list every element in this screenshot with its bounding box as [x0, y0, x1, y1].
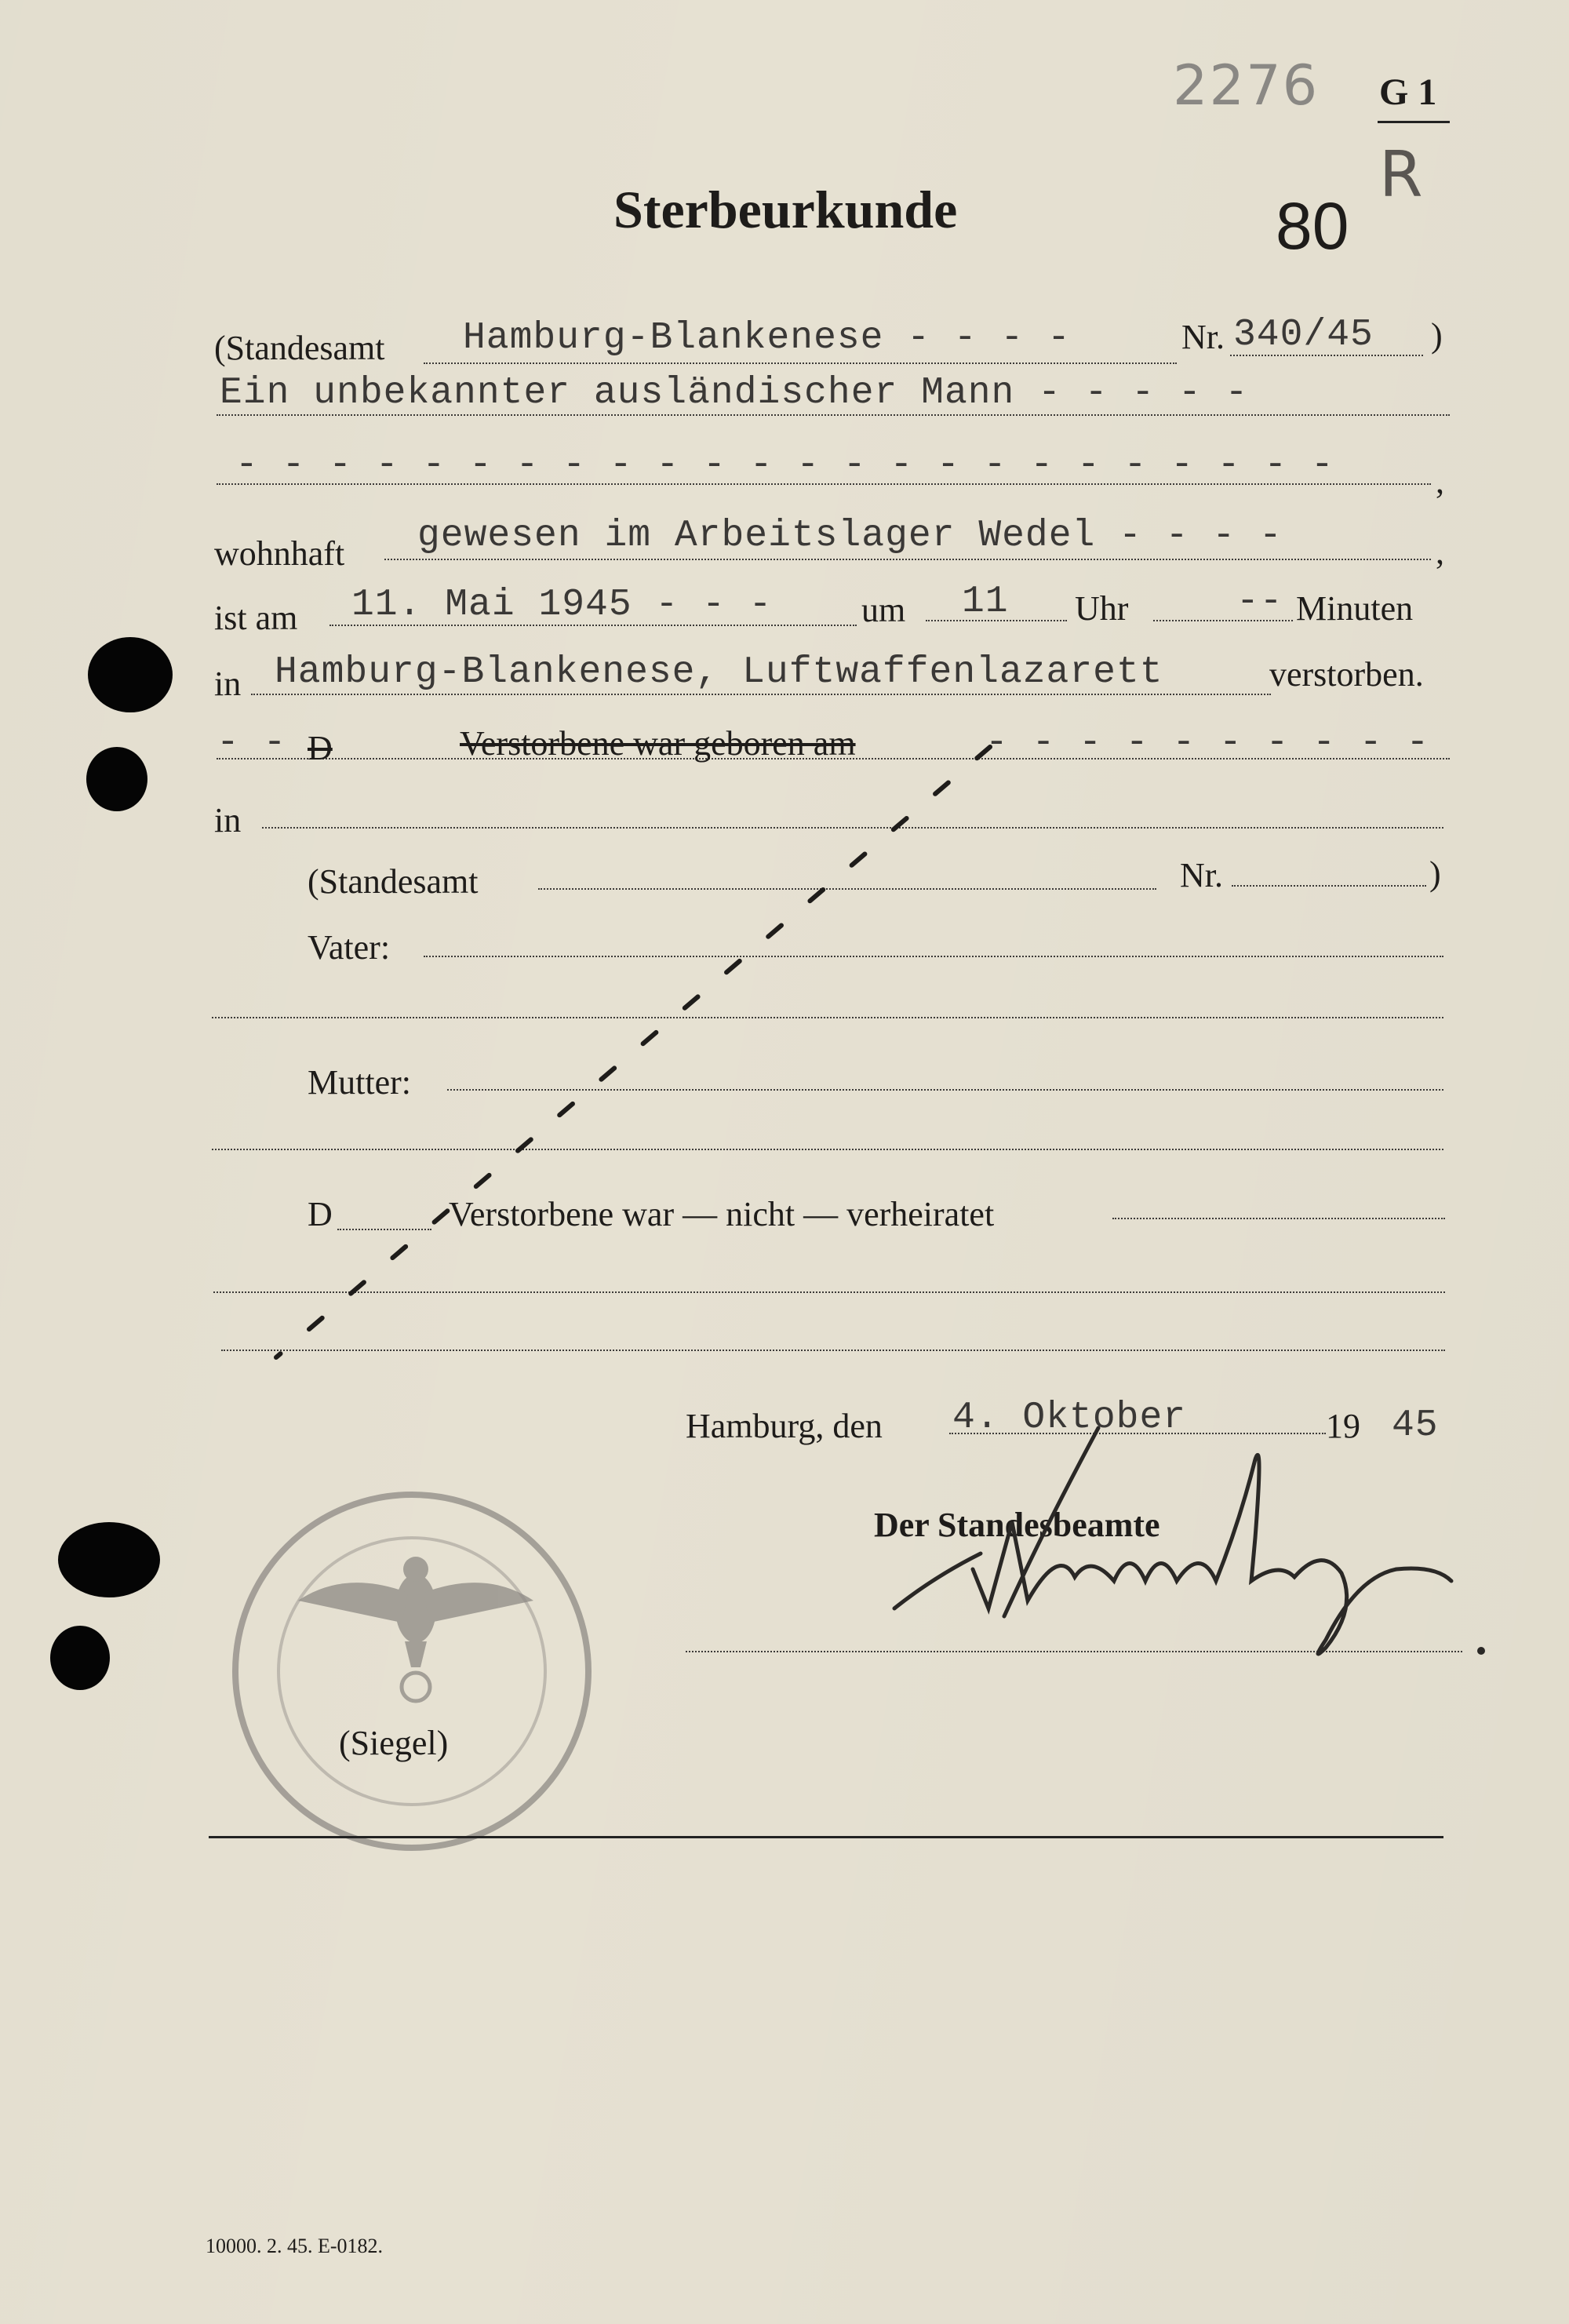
deceased-name: Ein unbekannter ausländischer Mann - - - - -	[220, 372, 1249, 414]
official-title: Der Standesbeamte	[874, 1506, 1160, 1544]
death-hour: 11	[962, 581, 1009, 623]
married-d-label: D	[308, 1195, 333, 1233]
birthplace-in-label: in	[214, 801, 242, 840]
born-dashes-left: - -	[217, 722, 287, 764]
registry-nr-label: Nr.	[1181, 318, 1225, 356]
issue-year: 45	[1392, 1404, 1439, 1447]
year-prefix: 19	[1326, 1407, 1360, 1445]
birth-standesamt-label: (Standesamt	[308, 862, 479, 901]
comma-mark: ,	[1436, 533, 1444, 571]
vater-label: Vater:	[308, 928, 391, 967]
comma-mark: ,	[1436, 462, 1444, 501]
birth-nr-label: Nr.	[1180, 856, 1223, 894]
page-title: Sterbeurkunde	[613, 180, 958, 239]
uhr-label: Uhr	[1075, 589, 1129, 628]
seal-label: (Siegel)	[339, 1724, 449, 1762]
bottom-rule	[209, 1836, 1443, 1838]
born-dashes-right: - - - - - - - - - -	[985, 722, 1430, 764]
wohnhaft-label: wohnhaft	[214, 534, 345, 573]
death-place: Hamburg-Blankenese, Luftwaffenlazarett	[275, 651, 1163, 694]
ist-am-label: ist am	[214, 599, 298, 637]
certificate-number: 80	[1276, 189, 1349, 263]
print-code: 10000. 2. 45. E-0182.	[206, 2235, 384, 2257]
residence-value: gewesen im Arbeitslager Wedel - - - -	[417, 515, 1283, 557]
standesamt-label: (Standesamt	[214, 329, 385, 367]
r-mark: R	[1379, 138, 1423, 211]
issue-date: 4. Oktober	[952, 1397, 1187, 1439]
place-date-label: Hamburg, den	[686, 1407, 883, 1445]
in-label: in	[214, 665, 242, 703]
birth-close-paren: )	[1429, 854, 1441, 893]
registry-number: 340/45	[1233, 314, 1374, 356]
um-label: um	[861, 591, 906, 629]
form-code: G 1	[1379, 71, 1437, 113]
name-continuation-dashes: - - - - - - - - - - - - - - - - - - - - - - - -	[235, 444, 1334, 486]
born-label: Verstorbene war geboren am	[460, 724, 856, 763]
close-paren: )	[1431, 316, 1443, 355]
d-prefix: D	[308, 729, 333, 767]
death-date: 11. Mai 1945 - - -	[351, 584, 773, 626]
standesamt-value: Hamburg-Blankenese - - - -	[463, 317, 1071, 359]
married-label: Verstorbene war — nicht — verheiratet	[449, 1195, 995, 1233]
death-minutes: --	[1236, 581, 1283, 623]
handwritten-signature	[886, 1412, 1498, 1663]
verstorben-label: verstorben.	[1269, 655, 1424, 694]
official-stamp	[220, 1475, 612, 1867]
minuten-label: Minuten	[1296, 589, 1414, 628]
mutter-label: Mutter:	[308, 1063, 411, 1102]
archive-number: 2276	[1173, 53, 1320, 118]
